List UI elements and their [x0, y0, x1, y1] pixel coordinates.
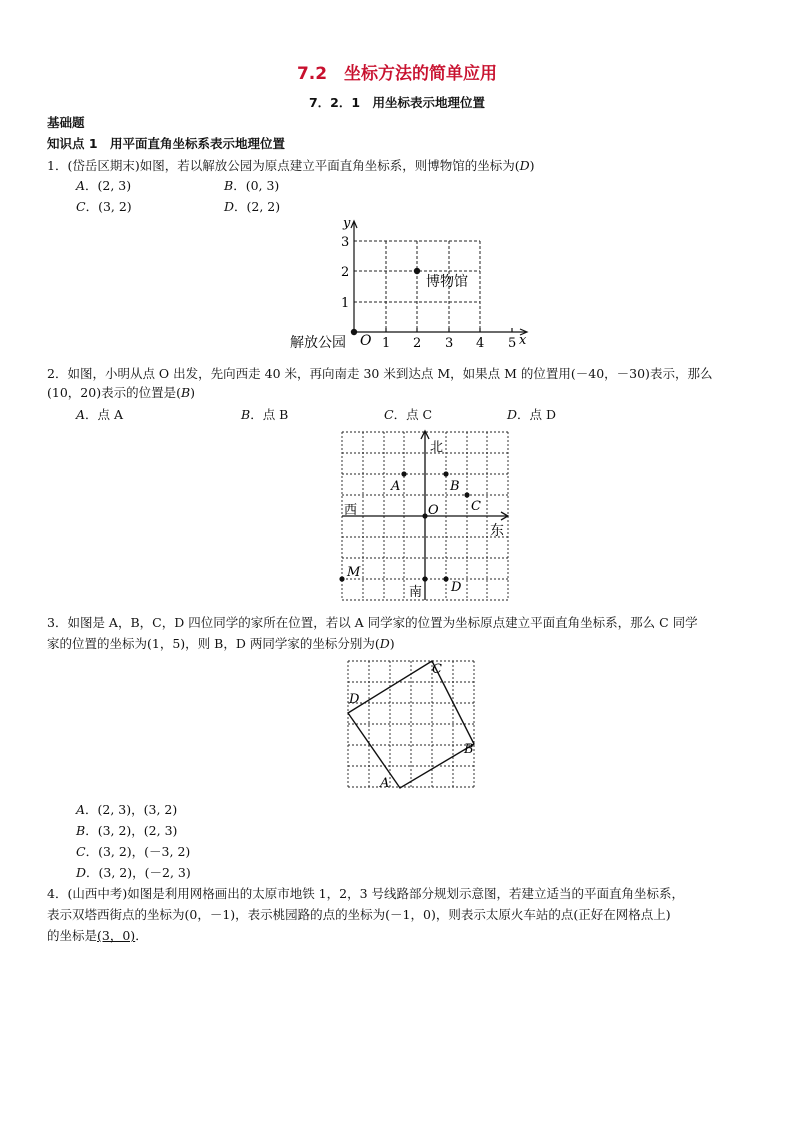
question-2-line-1: 2．如图，小明从点 O 出发，先向西走 40 米，再向南走 30 米到达点 M，如果点 M 的位置用(－40，－30)表示，那么	[47, 366, 713, 381]
question-3-line-1: 3．如图是 A，B，C，D 四位同学的家所在位置，若以 A 同学家的位置为坐标原点建立平面直角坐标系，那么 C 同学	[47, 615, 698, 630]
south-label: 南	[409, 585, 423, 600]
point-b	[443, 471, 448, 476]
origin-label: O	[360, 333, 372, 349]
q3-option-c: C．(3, 2)，(－3, 2)	[76, 844, 191, 859]
east-label: 东	[490, 523, 504, 539]
x-tick-2: 2	[413, 336, 422, 351]
a-label: A	[391, 479, 401, 494]
point-d	[443, 576, 448, 581]
q3-square	[348, 661, 474, 788]
y-axis-label: y	[343, 216, 351, 231]
q1-option-d: D．(2, 2)	[224, 199, 281, 214]
x-axis-label: x	[519, 333, 527, 348]
question-1-answer: D	[519, 158, 530, 173]
question-2-answer: B	[180, 385, 191, 400]
q1-figure	[290, 214, 535, 354]
y-tick-2: 2	[341, 265, 350, 280]
point-south	[422, 576, 427, 581]
question-4-line-2: 表示双塔西街点的坐标为(0，－1)，表示桃园路的点的坐标为(－1，0)，则表示太原火车站的点(正好在网格点上)	[47, 907, 671, 922]
q2-option-a: A．点 A	[76, 407, 124, 422]
x-tick-5: 5	[508, 336, 517, 351]
q3-figure	[346, 658, 478, 792]
museum-label: 博物馆	[426, 274, 468, 290]
museum-point	[414, 268, 420, 274]
page-subtitle: 7．2．1 用坐标表示地理位置	[308, 95, 486, 110]
x-tick-1: 1	[382, 336, 391, 351]
north-label: 北	[430, 440, 444, 455]
c-label: C	[432, 662, 442, 677]
y-tick-3: 3	[341, 235, 350, 250]
q2-option-b: B．点 B	[241, 407, 289, 422]
o-label: O	[428, 503, 439, 518]
b-label: B	[450, 479, 460, 494]
c-label: C	[471, 499, 481, 514]
park-point	[351, 329, 357, 335]
question-4-line-1: 4．(山西中考)如图是利用网格画出的太原市地铁 1，2，3 号线路部分规划示意图，若建立适当的平面直角坐标系，	[47, 886, 685, 901]
question-2-line-2: (10，20)表示的位置是(B)	[47, 385, 196, 400]
point-o	[422, 513, 427, 518]
m-label: M	[347, 565, 361, 580]
question-3-line-2: 家的位置的坐标为(1，5)，则 B，D 两同学家的坐标分别为(D)	[47, 636, 395, 651]
d-label: D	[451, 580, 462, 595]
section-heading: 基础题	[47, 115, 85, 130]
knowledge-point-heading: 知识点 1 用平面直角坐标系表示地理位置	[47, 136, 286, 151]
q1-option-a: A．(2, 3)	[76, 178, 132, 193]
x-tick-3: 3	[445, 336, 454, 351]
x-tick-4: 4	[476, 336, 485, 351]
question-4-line-3: 的坐标是(3，0)．	[47, 928, 148, 943]
point-a	[401, 471, 406, 476]
point-m	[339, 576, 344, 581]
page-title: 7.2 坐标方法的简单应用	[296, 64, 498, 84]
q3-grid	[348, 661, 474, 787]
question-1-close: )	[529, 158, 535, 173]
park-label: 解放公园	[290, 335, 346, 351]
west-label: 西	[344, 503, 358, 518]
d-label: D	[349, 692, 360, 707]
q3-option-a: A．(2, 3)，(3, 2)	[76, 802, 178, 817]
q2-figure	[342, 430, 514, 602]
q1-option-c: C．(3, 2)	[76, 199, 132, 214]
q2-option-c: C．点 C	[384, 407, 433, 422]
a-label: A	[380, 776, 390, 791]
q3-option-d: D．(3, 2)，(－2, 3)	[76, 865, 191, 880]
question-1-text: 1．(岱岳区期末)如图，若以解放公园为原点建立平面直角坐标系，则博物馆的坐标为(	[47, 158, 520, 173]
q2-option-d: D．点 D	[507, 407, 557, 422]
q1-option-b: B．(0, 3)	[224, 178, 280, 193]
q3-option-b: B．(3, 2)，(2, 3)	[76, 823, 178, 838]
point-c	[464, 492, 469, 497]
question-3-answer: D	[379, 636, 390, 651]
y-tick-1: 1	[341, 296, 350, 311]
b-label: B	[464, 742, 474, 757]
question-1	[47, 156, 535, 174]
question-4-answer: (3，0)	[97, 928, 136, 943]
